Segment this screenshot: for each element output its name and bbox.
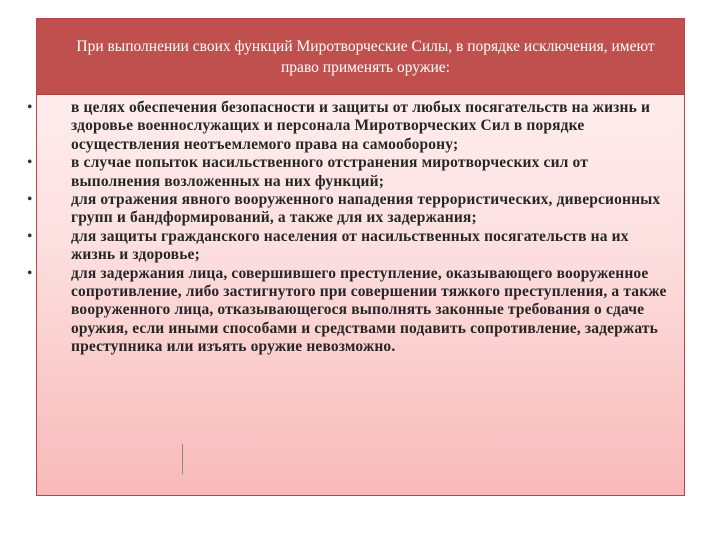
list-item-text: для защиты гражданского населения от насильственных посягательств на их жизнь и здоровье; [71, 227, 629, 264]
list-item-text: для отражения явного вооруженного нападения террористических, диверсионных групп и бандформирований, а также для их задержания; [71, 191, 661, 227]
bullet-marker: • [27, 154, 33, 172]
text-cursor [182, 444, 183, 474]
list-item [27, 99, 684, 154]
slide-panel [27, 18, 685, 496]
list-item [27, 264, 684, 357]
bullet-marker: • [27, 99, 33, 116]
slide-title: При выполнении своих функций Миротворческие Силы, в порядке исключения, имеют право применять оружие: [76, 37, 655, 76]
list-item-text: для задержания лица, совершившего преступление, оказывающего вооруженное сопротивление, либо застигнутого при совершении тяжкого преступления, а также вооруженного лица, отказывающегося выполнять законные требования о сдаче оружия, если иными способами и средствами подавить сопротивление, задержать преступника или изъять оружие невозможно. [71, 264, 667, 356]
list-item [27, 191, 684, 228]
title-bar [37, 19, 684, 95]
bullet-list [27, 99, 684, 357]
bullet-marker: • [27, 227, 33, 245]
bullet-marker: • [27, 191, 33, 209]
list-item-text: в случае попыток насильственного отстранения миротворческих сил от выполнения возложенных на них функций; [71, 154, 588, 190]
list-item-text: в целях обеспечения безопасности и защиты от любых посягательств на жизнь и здоровье военнослужащих и персонала Миротворческих Сил в порядке осуществления неотъемлемого права на самооборону; [71, 99, 651, 153]
list-item [27, 154, 684, 191]
list-item [27, 227, 684, 265]
bullet-marker: • [27, 264, 33, 282]
